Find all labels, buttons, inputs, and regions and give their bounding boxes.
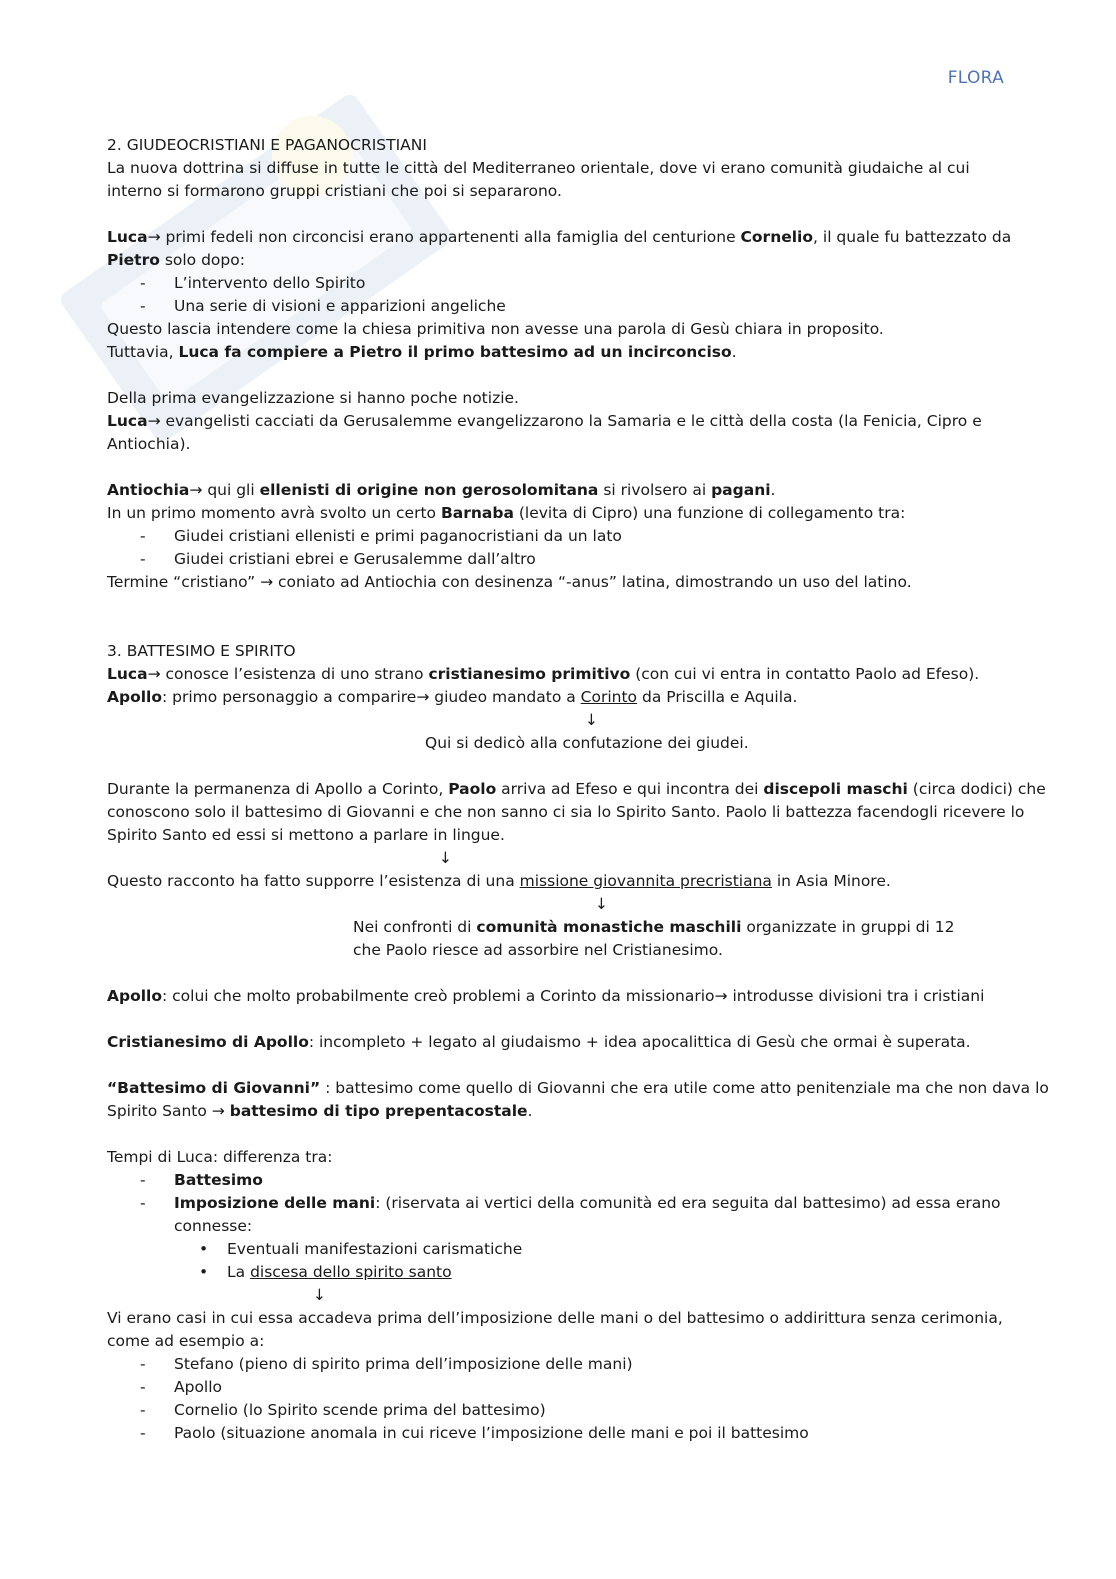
paragraph-line: La nuova dottrina si diffuse in tutte le città del Mediterraneo orientale, dove vi erano comunità giudaiche al cui — [107, 159, 970, 177]
down-arrow-icon: ↓ — [439, 849, 452, 867]
paragraph-line: Questo lascia intendere come la chiesa primitiva non avesse una parola di Gesù chiara in proposito. — [107, 320, 884, 338]
down-arrow-icon: ↓ — [595, 895, 608, 913]
list-item: - Stefano (pieno di spirito prima dell’imposizione delle mani) — [107, 1353, 1007, 1376]
section-title: 3. BATTESIMO E SPIRITO — [107, 642, 296, 660]
list-item: - Cornelio (lo Spirito scende prima del battesimo) — [107, 1399, 1007, 1422]
paragraph-line: Spirito Santo → battesimo di tipo prepentacostale. — [107, 1102, 533, 1120]
paragraph-line: “Battesimo di Giovanni” : battesimo come quello di Giovanni che era utile come atto penitenziale ma che non dava lo — [107, 1079, 1049, 1097]
paragraph-line: Della prima evangelizzazione si hanno poche notizie. — [107, 389, 519, 407]
list-item: - Imposizione delle mani: (riservata ai vertici della comunità ed era seguita dal battesimo) ad essa erano — [107, 1192, 1007, 1215]
paragraph-line: Nei confronti di comunità monastiche maschili organizzate in gruppi di 12 — [353, 918, 955, 936]
paragraph-line: Antiochia→ qui gli ellenisti di origine non gerosolomitana si rivolsero ai pagani. — [107, 481, 776, 499]
document-body — [107, 134, 1049, 1445]
list-item: - Apollo — [107, 1376, 1007, 1399]
paragraph-line: che Paolo riesce ad assorbire nel Cristianesimo. — [353, 941, 723, 959]
paragraph-line: Pietro solo dopo: — [107, 251, 245, 269]
list-item: - Giudei cristiani ellenisti e primi paganocristiani da un lato — [107, 525, 1007, 548]
paragraph-line: Luca→ evangelisti cacciati da Gerusalemme evangelizzarono la Samaria e le città della costa (la Fenicia, Cipro e — [107, 412, 982, 430]
paragraph-line: come ad esempio a: — [107, 1332, 265, 1350]
paragraph-line: conoscono solo il battesimo di Giovanni e che non sanno ci sia lo Spirito Santo. Paolo li battezza facendogli ricevere lo — [107, 803, 1025, 821]
list-item: - Battesimo — [107, 1169, 1007, 1192]
paragraph-line: Luca→ primi fedeli non circoncisi erano appartenenti alla famiglia del centurione Cornelio, il quale fu battezzato da — [107, 228, 1012, 246]
list-item: - Una serie di visioni e apparizioni angeliche — [107, 295, 1007, 318]
paragraph-line: Vi erano casi in cui essa accadeva prima dell’imposizione delle mani o del battesimo o addirittura senza cerimonia, — [107, 1309, 1003, 1327]
sub-list-item: • Eventuali manifestazioni carismatiche — [107, 1238, 1007, 1261]
list-item: - Paolo (situazione anomala in cui riceve l’imposizione delle mani e poi il battesimo — [107, 1422, 1007, 1445]
paragraph-line: Spirito Santo ed essi si mettono a parlare in lingue. — [107, 826, 505, 844]
paragraph-line: Apollo: primo personaggio a comparire→ giudeo mandato a Corinto da Priscilla e Aquila. — [107, 688, 798, 706]
paragraph-line: Tempi di Luca: differenza tra: — [107, 1148, 333, 1166]
list-item: - L’intervento dello Spirito — [107, 272, 1007, 295]
down-arrow-icon: ↓ — [313, 1286, 326, 1304]
sub-list-item: • La discesa dello spirito santo — [107, 1261, 1007, 1284]
author-header: FLORA — [947, 68, 1004, 88]
section-title: 2. GIUDEOCRISTIANI E PAGANOCRISTIANI — [107, 136, 427, 154]
paragraph-line: Termine “cristiano” → coniato ad Antiochia con desinenza “-anus” latina, dimostrando un uso del latino. — [107, 573, 912, 591]
paragraph-line: Apollo: colui che molto probabilmente creò problemi a Corinto da missionario→ introdusse divisioni tra i cristiani — [107, 987, 985, 1005]
paragraph-line: Questo racconto ha fatto supporre l’esistenza di una missione giovannita precristiana in Asia Minore. — [107, 872, 891, 890]
paragraph-line: Antiochia). — [107, 435, 191, 453]
paragraph-line: Qui si dedicò alla confutazione dei giudei. — [425, 734, 749, 752]
paragraph-line: In un primo momento avrà svolto un certo Barnaba (levita di Cipro) una funzione di collegamento tra: — [107, 504, 906, 522]
paragraph-line: Cristianesimo di Apollo: incompleto + legato al giudaismo + idea apocalittica di Gesù che ormai è superata. — [107, 1033, 971, 1051]
paragraph-line: Tuttavia, Luca fa compiere a Pietro il primo battesimo ad un incirconciso. — [107, 343, 737, 361]
paragraph-line: Luca→ conosce l’esistenza di uno strano cristianesimo primitivo (con cui vi entra in contatto Paolo ad Efeso). — [107, 665, 980, 683]
list-item-continuation: connesse: — [174, 1217, 253, 1235]
paragraph-line: Durante la permanenza di Apollo a Corinto, Paolo arriva ad Efeso e qui incontra dei discepoli maschi (circa dodici) che — [107, 780, 1046, 798]
list-item: - Giudei cristiani ebrei e Gerusalemme dall’altro — [107, 548, 1007, 571]
down-arrow-icon: ↓ — [585, 711, 598, 729]
paragraph-line: interno si formarono gruppi cristiani che poi si separarono. — [107, 182, 562, 200]
